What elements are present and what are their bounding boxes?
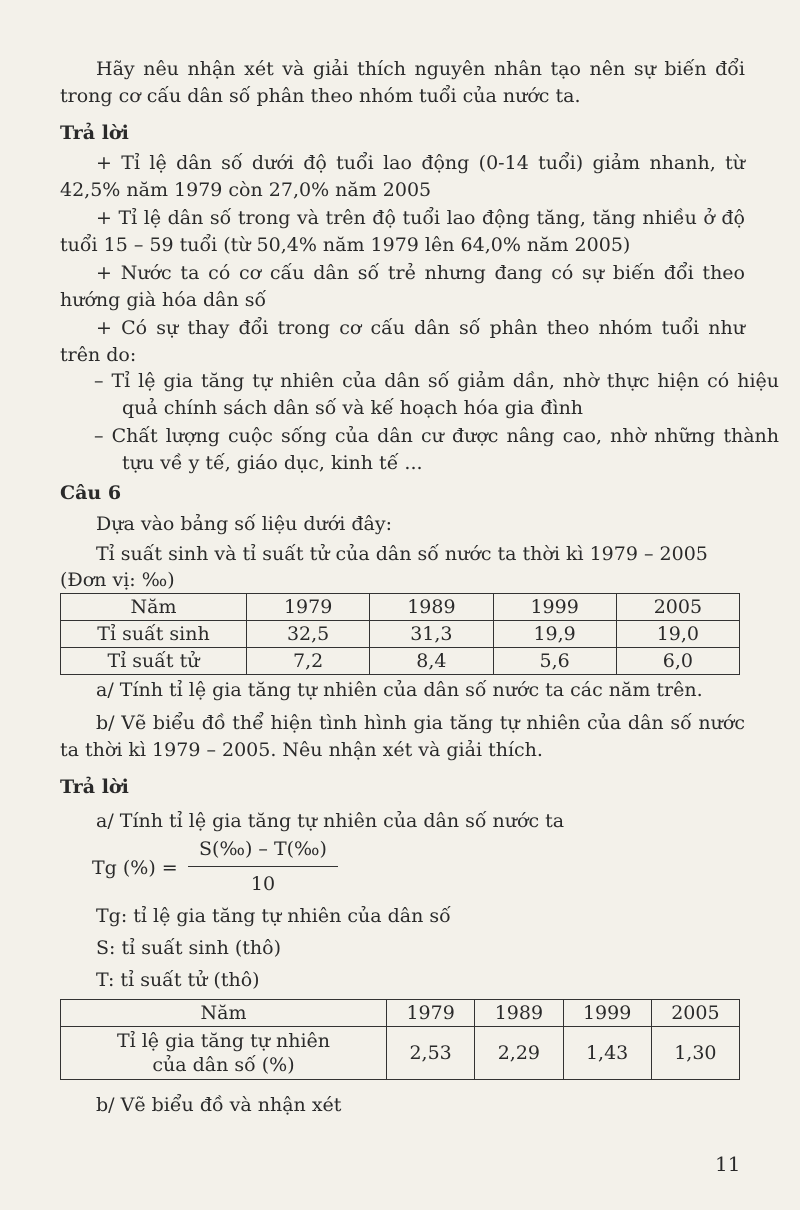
table-cell: 8,4: [370, 648, 493, 675]
table-header-row: [61, 1000, 740, 1027]
question-text: Hãy nêu nhận xét và giải thích nguyên nhân tạo nên sự biến đổi trong cơ cấu dân số phân theo nhóm tuổi của nước ta.: [60, 58, 745, 107]
reason-item: – Chất lượng cuộc sống của dân cư được nâng cao, nhờ những thành tựu về y tế, giáo dục, kinh tế ...: [94, 425, 779, 474]
page-number: 11: [715, 1152, 741, 1176]
task-a: a/ Tính tỉ lệ gia tăng tự nhiên của dân số nước ta các năm trên.: [96, 679, 703, 701]
birth-death-rate-table: [60, 593, 740, 675]
formula-fraction: [188, 838, 338, 895]
table-cell: 19,9: [493, 621, 616, 648]
answer-point: + Tỉ lệ dân số dưới độ tuổi lao động (0-14 tuổi) giảm nhanh, từ 42,5% năm 1979 còn 27,0% năm 2005: [60, 152, 745, 201]
table-cell: 6,0: [616, 648, 739, 675]
table-row: [61, 1027, 740, 1080]
question-intro: Dựa vào bảng số liệu dưới đây:: [96, 513, 392, 535]
answer-point: + Nước ta có cơ cấu dân số trẻ nhưng đang có sự biến đổi theo hướng già hóa dân số: [60, 262, 745, 311]
part-a-text: a/ Tính tỉ lệ gia tăng tự nhiên của dân số nước ta: [96, 810, 565, 832]
table-cell: 1,43: [563, 1027, 651, 1080]
part-b-text: b/ Vẽ biểu đồ và nhận xét: [96, 1094, 342, 1116]
row-label-line: của dân số (%): [152, 1054, 295, 1076]
table-row: [61, 621, 740, 648]
answer-point: + Tỉ lệ dân số trong và trên độ tuổi lao động tăng, tăng nhiều ở độ tuổi 15 – 59 tuổi (từ 50,4% năm 1979 lên 64,0% năm 2005): [60, 207, 745, 256]
table-cell: 1,30: [651, 1027, 739, 1080]
answer-point: + Có sự thay đổi trong cơ cấu dân số phân theo nhóm tuổi như trên do:: [60, 317, 745, 366]
task-b: b/ Vẽ biểu đồ thể hiện tình hình gia tăng tự nhiên của dân số nước ta thời kì 1979 – 2005. Nêu nhận xét và giải thích.: [60, 712, 745, 761]
table-cell: Tỉ suất sinh: [61, 621, 247, 648]
natural-growth-table: [60, 999, 740, 1080]
table-header-row: [61, 594, 740, 621]
table-cell: 7,2: [247, 648, 370, 675]
table-header-cell: 1979: [247, 594, 370, 621]
table-cell: 2,53: [387, 1027, 475, 1080]
answer-heading: Trả lời: [60, 122, 129, 144]
table-cell: 19,0: [616, 621, 739, 648]
table-unit: (Đơn vị: ‰): [60, 569, 175, 591]
row-label-line: Tỉ lệ gia tăng tự nhiên: [116, 1030, 331, 1052]
table-header-cell: 1999: [493, 594, 616, 621]
table-row: [61, 648, 740, 675]
table-cell: 32,5: [247, 621, 370, 648]
table-header-cell: 1989: [370, 594, 493, 621]
table-cell: 2,29: [475, 1027, 563, 1080]
table-row-label: [61, 1027, 387, 1080]
table-header-cell: 1999: [563, 1000, 651, 1027]
table-cell: 5,6: [493, 648, 616, 675]
question-heading: Câu 6: [60, 482, 122, 504]
formula-denominator: 10: [250, 873, 276, 895]
reason-item: – Tỉ lệ gia tăng tự nhiên của dân số giảm dần, nhờ thực hiện có hiệu quả chính sách dân số và kế hoạch hóa gia đình: [94, 370, 779, 419]
answer-heading: Trả lời: [60, 776, 129, 798]
formula-numerator: S(‰) – T(‰): [188, 838, 338, 867]
formula-lhs: Tg (%) =: [92, 857, 178, 879]
table-header-cell: 2005: [616, 594, 739, 621]
table-cell: 31,3: [370, 621, 493, 648]
table-header-cell: 2005: [651, 1000, 739, 1027]
table-header-cell: 1989: [475, 1000, 563, 1027]
table-cell: Tỉ suất tử: [61, 648, 247, 675]
definition-tg: Tg: tỉ lệ gia tăng tự nhiên của dân số: [96, 905, 451, 927]
table-header-cell: Năm: [61, 594, 247, 621]
definition-s: S: tỉ suất sinh (thô): [96, 937, 281, 959]
table-header-cell: Năm: [61, 1000, 387, 1027]
table-title: Tỉ suất sinh và tỉ suất tử của dân số nước ta thời kì 1979 – 2005: [96, 543, 708, 565]
table-header-cell: 1979: [387, 1000, 475, 1027]
definition-t: T: tỉ suất tử (thô): [96, 969, 260, 991]
